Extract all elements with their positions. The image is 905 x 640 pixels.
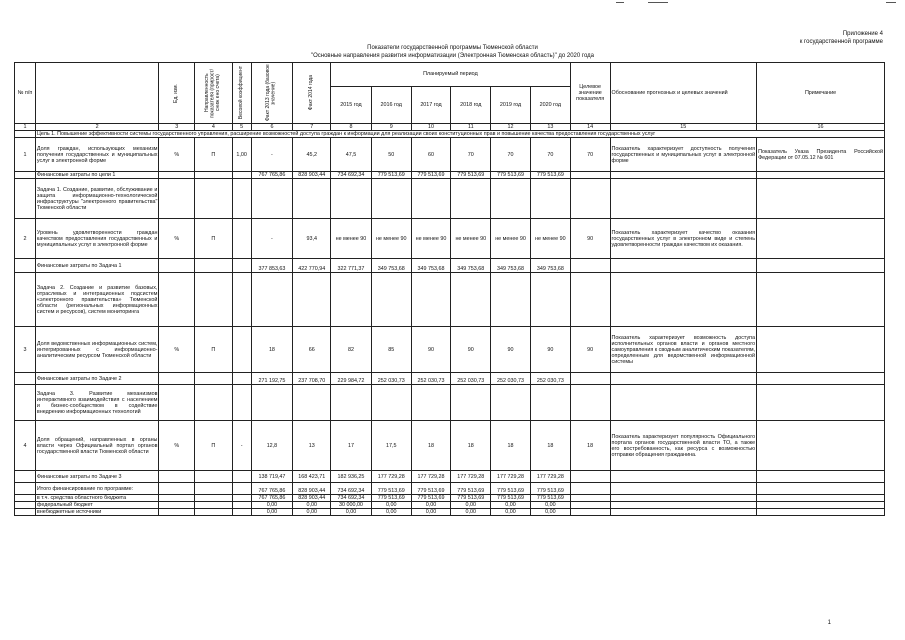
- plan-2016: 50: [371, 138, 411, 172]
- finance-value: 177 729,28: [451, 471, 491, 483]
- title-line: Показатели государственной программы Тюменской области: [367, 45, 538, 51]
- indicator-direction: П: [195, 219, 233, 259]
- total-value: 734 692,34: [331, 483, 372, 495]
- plan-2019: 90: [491, 327, 531, 373]
- rationale-text: Показатель характеризует доступность получения государственных и муниципальных услуг в электронной форме: [610, 138, 757, 172]
- column-number: 4: [195, 124, 233, 131]
- task-text: Задача 1. Создание, развитие, обслуживание и защита информационно-технологической инфраструктуры "электронного правительства" Тюменской области: [35, 179, 159, 219]
- column-number: 9: [371, 124, 411, 131]
- goal-row: [15, 131, 885, 138]
- plan-2019: 18: [491, 421, 531, 471]
- fact-2013: -: [251, 219, 293, 259]
- funding-value: 0,00: [293, 509, 331, 516]
- fact-2014: 66: [293, 327, 331, 373]
- funding-value: 767 765,86: [251, 495, 293, 502]
- finance-label: Финансовые затраты по Задача 1: [35, 259, 159, 273]
- funding-value: 0,00: [530, 509, 570, 516]
- total-value: 779 513,69: [491, 483, 531, 495]
- plan-2020: 70: [530, 138, 570, 172]
- indicator-name: Доля граждан, использующих механизм получения государственных и муниципальных услуг в электронной форме: [35, 138, 159, 172]
- col-header-note: Примечание: [757, 63, 885, 124]
- finance-value: 252 030,73: [371, 373, 411, 385]
- annex-line: Приложение 4: [842, 31, 883, 37]
- rationale-text: Показатель характеризует качество оказания государственных услуг в электронном виде и степень удовлетворенности граждан качеством их оказания.: [610, 219, 757, 259]
- finance-value: 322 771,37: [331, 259, 372, 273]
- finance-value: 349 753,68: [491, 259, 531, 273]
- target-value: 18: [570, 421, 610, 471]
- plan-2015: не менее 90: [331, 219, 372, 259]
- column-number: 8: [331, 124, 372, 131]
- indicator-weight: -: [232, 421, 251, 471]
- finance-value: 177 729,28: [411, 471, 451, 483]
- column-number: 14: [570, 124, 610, 131]
- plan-2015: 17: [331, 421, 372, 471]
- finance-value: 252 030,73: [451, 373, 491, 385]
- target-value: 90: [570, 219, 610, 259]
- plan-2017: 18: [411, 421, 451, 471]
- finance-value: 349 753,68: [371, 259, 411, 273]
- task-row: [15, 385, 885, 421]
- finance-value: 252 030,73: [530, 373, 570, 385]
- funding-value: 0,00: [411, 502, 451, 509]
- col-header-2019: 2019 год: [491, 86, 531, 123]
- plan-2017: 90: [411, 327, 451, 373]
- funding-value: 779 513,69: [530, 495, 570, 502]
- funding-source-row: [15, 509, 885, 516]
- finance-value: 828 903,44: [293, 172, 331, 179]
- plan-2016: 17,5: [371, 421, 411, 471]
- finance-value: 138 719,47: [251, 471, 293, 483]
- indicator-direction: П: [195, 138, 233, 172]
- funding-value: 0,00: [451, 502, 491, 509]
- plan-2018: 70: [451, 138, 491, 172]
- finance-value: 177 729,28: [530, 471, 570, 483]
- funding-value: 30 000,00: [331, 502, 372, 509]
- funding-value: 779 513,69: [491, 495, 531, 502]
- finance-value: 779 513,69: [530, 172, 570, 179]
- funding-value: 828 903,44: [293, 495, 331, 502]
- finance-value: 168 423,71: [293, 471, 331, 483]
- funding-source-label: внебюджетные источники: [35, 509, 159, 516]
- column-number: 7: [293, 124, 331, 131]
- page-edge-mark: [648, 2, 668, 3]
- column-number: 1: [15, 124, 36, 131]
- finance-value: 779 513,69: [371, 172, 411, 179]
- fact-2013: 18: [251, 327, 293, 373]
- indicator-direction: П: [195, 327, 233, 373]
- finance-value: 237 708,70: [293, 373, 331, 385]
- fact-2013: -: [251, 138, 293, 172]
- indicator-name: Доля ведомственных информационных систем, интегрированных с информационно-аналитическим ресурсом Тюменской области: [35, 327, 159, 373]
- funding-value: 0,00: [371, 509, 411, 516]
- col-header-fact-2014: Факт 2014 года: [293, 63, 331, 124]
- col-header-2016: 2016 год: [371, 86, 411, 123]
- finance-label: Финансовые затраты по Задаче 3: [35, 471, 159, 483]
- finance-value: 177 729,28: [491, 471, 531, 483]
- column-number: 10: [411, 124, 451, 131]
- funding-value: 734 692,34: [331, 495, 372, 502]
- column-number: 2: [35, 124, 159, 131]
- column-number: 3: [159, 124, 195, 131]
- finance-value: 229 984,72: [331, 373, 372, 385]
- fact-2014: 13: [293, 421, 331, 471]
- plan-2020: 90: [530, 327, 570, 373]
- plan-2018: 90: [451, 327, 491, 373]
- finance-row: [15, 471, 885, 483]
- col-header-2017: 2017 год: [411, 86, 451, 123]
- page-edge-mark: [886, 2, 896, 3]
- plan-2016: 85: [371, 327, 411, 373]
- indicator-weight: [232, 327, 251, 373]
- funding-source-label: федеральный бюджет: [35, 502, 159, 509]
- funding-value: 0,00: [293, 502, 331, 509]
- document-title: [0, 44, 905, 60]
- task-row: [15, 273, 885, 327]
- finance-value: 177 729,28: [371, 471, 411, 483]
- task-row: [15, 179, 885, 219]
- funding-value: 0,00: [530, 502, 570, 509]
- funding-source-row: [15, 502, 885, 509]
- total-value: 779 513,69: [530, 483, 570, 495]
- plan-2015: 47,5: [331, 138, 372, 172]
- column-number: 13: [530, 124, 570, 131]
- funding-value: 779 513,69: [411, 495, 451, 502]
- indicator-weight: [232, 219, 251, 259]
- rationale-text: Показатель характеризует популярность Официального портала органов государственной власти ТО, а также его востребованность, как ресурса с возможностью отправки обращения гражданина.: [610, 421, 757, 471]
- funding-value: 779 513,69: [451, 495, 491, 502]
- row-number: 3: [15, 327, 36, 373]
- plan-2020: не менее 90: [530, 219, 570, 259]
- column-number: 12: [491, 124, 531, 131]
- finance-value: 349 753,68: [530, 259, 570, 273]
- finance-row: [15, 259, 885, 273]
- plan-2016: не менее 90: [371, 219, 411, 259]
- col-header-no: № п/п: [15, 63, 36, 124]
- col-header-target: Целевое значение показателя: [570, 63, 610, 124]
- finance-value: 779 513,69: [451, 172, 491, 179]
- finance-row: [15, 373, 885, 385]
- fact-2014: 45,2: [293, 138, 331, 172]
- note-text: [757, 219, 885, 259]
- fact-2014: 93,4: [293, 219, 331, 259]
- page-number: 1: [827, 620, 831, 626]
- col-header-2015: 2015 год: [331, 86, 372, 123]
- plan-2017: не менее 90: [411, 219, 451, 259]
- col-header-rationale: Обоснование прогнозных и целевых значений: [610, 63, 757, 124]
- finance-label: Финансовые затраты по цели 1: [35, 172, 159, 179]
- funding-value: 0,00: [491, 509, 531, 516]
- rationale-text: Показатель характеризует возможность доступа исполнительных органов власти и органов местного самоуправления к сводным аналитическим показателям, определенным для ведомственной информационной системы: [610, 327, 757, 373]
- funding-value: 0,00: [411, 509, 451, 516]
- title-line: "Основные направления развития информатизации (Электронная Тюменская область)" до 2020 года: [310, 53, 594, 59]
- funding-value: 0,00: [251, 509, 293, 516]
- finance-value: 377 853,63: [251, 259, 293, 273]
- indicator-weight: 1,00: [232, 138, 251, 172]
- column-number: 5: [232, 124, 251, 131]
- plan-2017: 60: [411, 138, 451, 172]
- funding-value: 0,00: [451, 509, 491, 516]
- indicator-row: [15, 327, 885, 373]
- plan-2019: не менее 90: [491, 219, 531, 259]
- task-text: Задача 2. Создание и развитие базовых, отраслевых и интеграционных подсистем «электронного правительства» Тюменской области (региональных информационных систем и ресурсов), систем мониторинга: [35, 273, 159, 327]
- indicator-row: [15, 421, 885, 471]
- col-header-direction: Направленность показателя (прирост/сниж ено счета): [195, 63, 233, 124]
- row-number: 4: [15, 421, 36, 471]
- col-header-2018: 2018 год: [451, 86, 491, 123]
- funding-value: 0,00: [251, 502, 293, 509]
- indicator-direction: П: [195, 421, 233, 471]
- indicator-row: [15, 138, 885, 172]
- fact-2013: 12,8: [251, 421, 293, 471]
- finance-value: 252 030,73: [411, 373, 451, 385]
- col-header-unit: Ед. изм.: [159, 63, 195, 124]
- column-number: 6: [251, 124, 293, 131]
- page-edge-mark: [616, 2, 624, 3]
- funding-source-row: [15, 495, 885, 502]
- finance-value: 779 513,69: [491, 172, 531, 179]
- plan-2019: 70: [491, 138, 531, 172]
- total-value: 767 765,86: [251, 483, 293, 495]
- note-text: [757, 421, 885, 471]
- column-number: 16: [757, 124, 885, 131]
- task-text: Задача 3. Развитие механизмов интерактивного взаимодействия с населением и бизнес-сообществом в содействие внедрению информационных технологий: [35, 385, 159, 421]
- col-header-2020: 2020 год: [530, 86, 570, 123]
- target-value: 70: [570, 138, 610, 172]
- indicator-unit: %: [159, 327, 195, 373]
- col-header-planned: Планируемый период: [331, 63, 571, 87]
- finance-value: 271 192,75: [251, 373, 293, 385]
- plan-2020: 18: [530, 421, 570, 471]
- finance-label: Финансовые затраты по Задаче 2: [35, 373, 159, 385]
- plan-2018: 18: [451, 421, 491, 471]
- column-number: 11: [451, 124, 491, 131]
- note-text: [757, 327, 885, 373]
- col-header-name: [35, 63, 159, 124]
- col-header-weight: Весовой коэффициент: [232, 63, 251, 124]
- col-header-fact-2013: Факт 2013 года (базовое значение): [251, 63, 293, 124]
- column-number: 15: [610, 124, 757, 131]
- row-number: 2: [15, 219, 36, 259]
- goal-text: Цель 1. Повышение эффективности системы государственного управления, расширение возможностей доступа граждан к информации для реализации своих конституционных прав и повышение качества предоставления государственных услуг: [35, 131, 884, 138]
- finance-value: 182 936,25: [331, 471, 372, 483]
- total-row: [15, 483, 885, 495]
- finance-value: 349 753,68: [451, 259, 491, 273]
- total-value: 828 903,44: [293, 483, 331, 495]
- total-label: Итого финансирование по программе:: [35, 483, 159, 495]
- funding-value: 779 513,69: [371, 495, 411, 502]
- finance-value: 734 692,34: [331, 172, 372, 179]
- annex-line: к государственной программе: [799, 39, 883, 45]
- indicators-table: [14, 62, 885, 516]
- target-value: 90: [570, 327, 610, 373]
- funding-source-label: в т.ч. средства областного бюджета: [35, 495, 159, 502]
- funding-value: 0,00: [371, 502, 411, 509]
- note-text: Показатель Указа Президента Российской Федерации от 07.05.12 № 601: [757, 138, 885, 172]
- indicator-unit: %: [159, 138, 195, 172]
- header-row: [15, 63, 885, 87]
- indicator-row: [15, 219, 885, 259]
- total-value: 779 513,69: [451, 483, 491, 495]
- finance-value: 779 513,69: [411, 172, 451, 179]
- plan-2018: не менее 90: [451, 219, 491, 259]
- column-numbers-row: [15, 124, 885, 131]
- plan-2015: 82: [331, 327, 372, 373]
- indicator-unit: %: [159, 421, 195, 471]
- finance-value: 349 753,68: [411, 259, 451, 273]
- finance-row: [15, 172, 885, 179]
- indicator-unit: %: [159, 219, 195, 259]
- finance-value: 252 030,73: [491, 373, 531, 385]
- indicator-name: Доля обращений, направленных в органы власти через Официальный портал органов государственной власти Тюменской области: [35, 421, 159, 471]
- funding-value: 0,00: [491, 502, 531, 509]
- total-value: 779 513,69: [371, 483, 411, 495]
- indicator-name: Уровень удовлетворенности граждан качеством предоставления государственных и муниципальных услуг в электронной форме: [35, 219, 159, 259]
- funding-value: 0,00: [331, 509, 372, 516]
- total-value: 779 513,69: [411, 483, 451, 495]
- row-number: 1: [15, 138, 36, 172]
- finance-value: 422 770,94: [293, 259, 331, 273]
- finance-value: 767 765,86: [251, 172, 293, 179]
